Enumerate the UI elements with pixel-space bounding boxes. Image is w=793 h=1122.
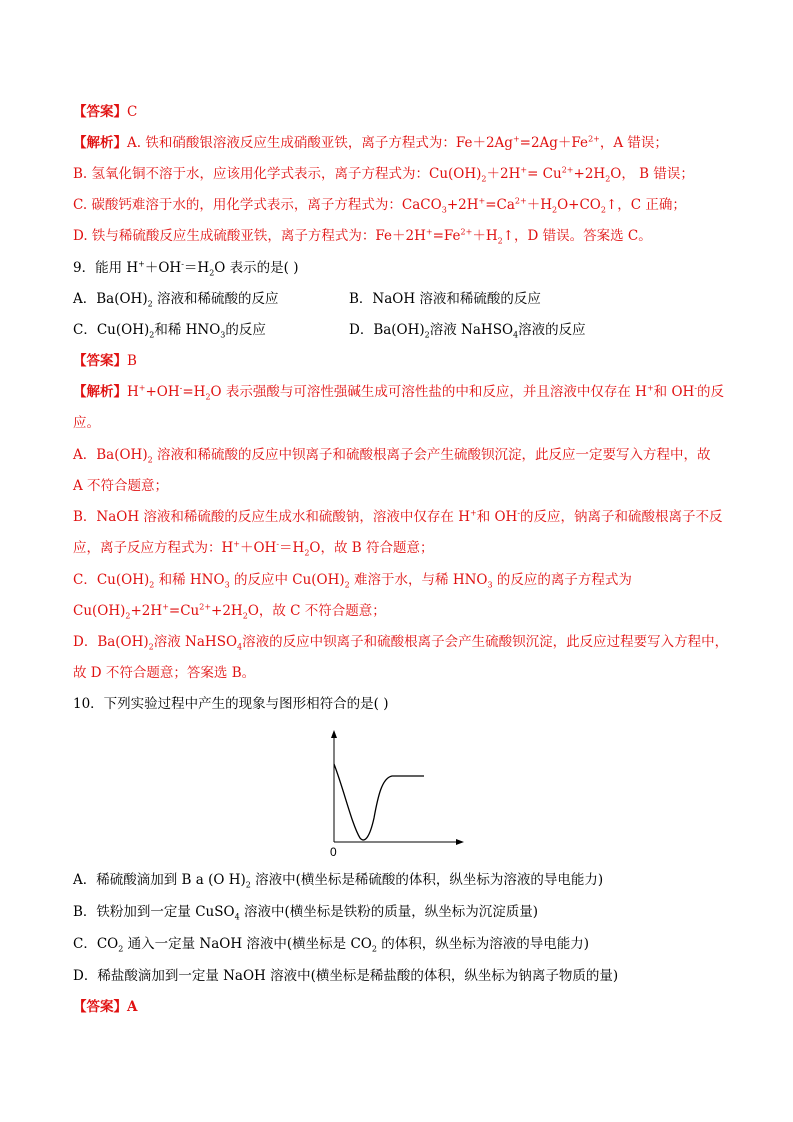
q8-answer-line [73, 102, 137, 122]
q9-analysis-5: B．NaOH 溶液和稀硫酸的反应生成水和硫酸钠，溶液中仅存在 H+和 OH-的反应，钠离子和硫酸根离子不反 [73, 508, 723, 525]
q9-analysis-9: D．$Ba(OH)_2$溶液 NaHSO$_4$溶液的反应中钡离子和硫酸根离子会产生硫酸钡沉淀，此反应过程要写入方程中， [73, 634, 729, 652]
analysis-label: 【解析】 [73, 384, 127, 400]
q10-option-c: C．$CO_2$ 通入一定量 NaOH 溶液中(横坐标是 $CO_2$ 的体积，纵坐标为溶液的导电能力) [73, 936, 590, 954]
q9-analysis-1: 【解析】$H^++OH^-=H_2O$ 表示强酸与可溶性强碱生成可溶性盐的中和反应，并且溶液中仅存在 H+和 OH-的反 [73, 383, 725, 402]
q9-analysis-10: 故 D 不符合题意；答案选 B。 [73, 665, 256, 681]
q8-analysis-d: D. 铁与稀硫酸反应生成硫酸亚铁，离子方程式为：$Fe+2H^+=Fe^{2+}+H_2↑$，D 错误。答案选 C。 [73, 227, 652, 246]
q9-option-c: C．$Cu(OH)_2$和稀 $HNO_3$的反应 [73, 322, 266, 340]
q10-graph [320, 730, 470, 860]
q9-answer-line [73, 351, 137, 371]
q9-stem: 9．能用 $H^++OH^-=H_2O$ 表示的是( ) [73, 259, 299, 278]
q9-analysis-3: A．$Ba(OH)_2$ 溶液和稀硫酸的反应中钡离子和硫酸根离子会产生硫酸钡沉淀，此反应一定要写入方程中，故 [73, 447, 711, 465]
q10-stem: 10．下列实验过程中产生的现象与图形相符合的是( ) [73, 696, 389, 712]
answer-label: 【答案】 [73, 104, 127, 120]
graph-origin-label: 0 [330, 845, 337, 859]
q9-analysis-4: A 不符合题意； [73, 478, 169, 494]
q10-option-a: A．稀硫酸滴加到 B a (O $H)_2$ 溶液中(横坐标是稀硫酸的体积，纵坐标为溶液的导电能力) [73, 872, 604, 890]
q9-option-d: D．$Ba(OH)_2$溶液 NaHSO$_4$溶液的反应 [349, 322, 586, 340]
q9-analysis-6: 应，离子反应方程式为：$H^++OH^-=H_2O$，故 B 符合题意； [73, 539, 434, 558]
q10-option-d: D．稀盐酸滴加到一定量 NaOH 溶液中(横坐标是稀盐酸的体积，纵坐标为钠离子物质的量) [73, 968, 619, 984]
q9-analysis-2: 应。 [73, 415, 100, 431]
q9-option-a: A．$Ba(OH)_2$ 溶液和稀硫酸的反应 [73, 291, 279, 309]
q10-option-b: B．铁粉加到一定量 CuSO$_4$ 溶液中(横坐标是铁粉的质量，纵坐标为沉淀质量) [73, 904, 538, 922]
answer-label: 【答案】 [73, 353, 127, 369]
graph-x-axis [334, 839, 464, 845]
q10-answer-line [73, 997, 137, 1017]
q10-answer: A [127, 999, 138, 1015]
q8-analysis-c: C. 碳酸钙难溶于水的，用化学式表示，离子方程式为：$CaCO_3+2H^+=Ca^{2+}+H_2O+CO_2↑$，C 正确； [73, 196, 686, 215]
q9-option-b: B．NaOH 溶液和稀硫酸的反应 [349, 291, 541, 307]
q8-analysis-a: 【解析】A. 铁和硝酸银溶液反应生成硝酸亚铁，离子方程式为：$Fe+2Ag^+=2Ag+Fe^{2+}$，A 错误； [73, 134, 668, 151]
q9-answer: B [127, 353, 137, 369]
q8-answer: C [127, 104, 138, 120]
q9-analysis-8: $Cu(OH)_2+2H^+=Cu^{2+}+2H_2O$，故 C 不符合题意； [73, 602, 386, 621]
q8-analysis-b: B. 氢氧化铜不溶于水，应该用化学式表示，离子方程式为：$Cu(OH)_2+2H^+= Cu^{2+}+2H_2O$， B 错误； [73, 165, 694, 184]
answer-label: 【答案】 [73, 999, 127, 1015]
graph-curve [334, 764, 424, 840]
analysis-label: 【解析】 [73, 135, 127, 151]
q9-analysis-7: C．$Cu(OH)_2$ 和稀 $HNO_3$ 的反应中 $Cu(OH)_2$ 难溶于水，与稀 $HNO_3$ 的反应的离子方程式为 [73, 572, 632, 590]
graph-y-axis [331, 730, 337, 842]
